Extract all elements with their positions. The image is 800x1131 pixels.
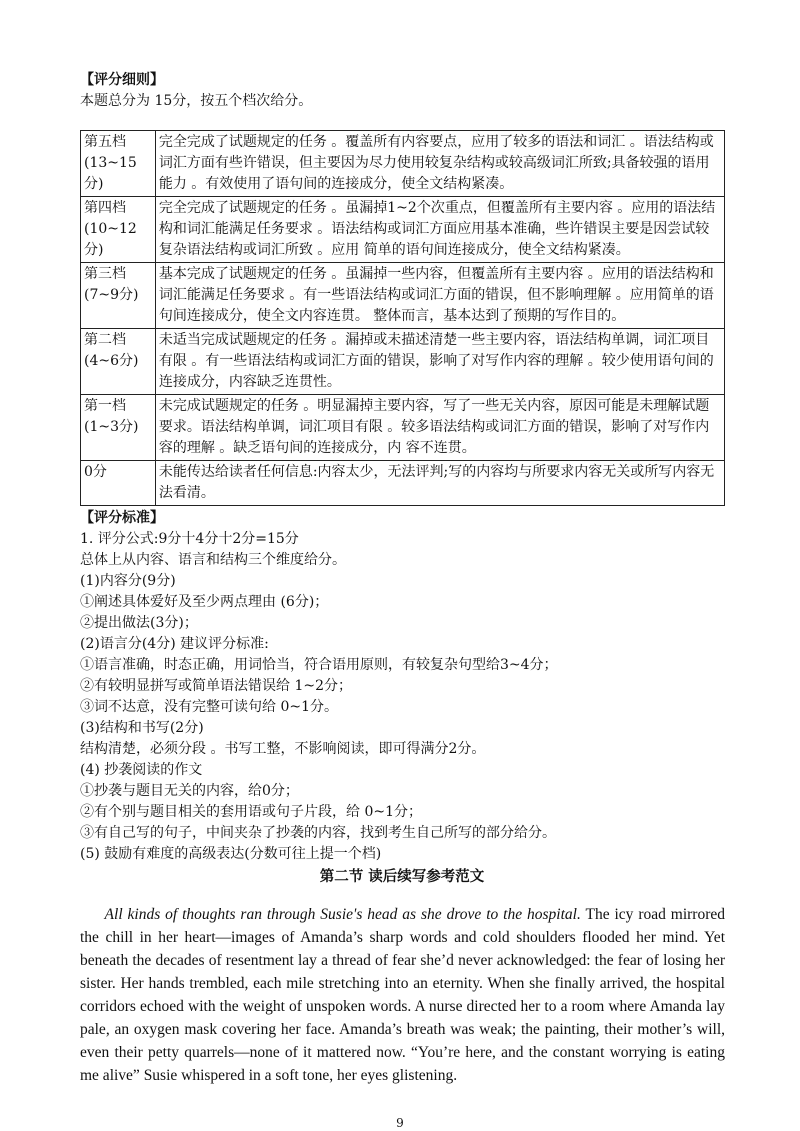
level-name: 第三档 (7~9分) (81, 263, 156, 329)
standard-line: (2)语言分(4分) 建议评分标准: (80, 636, 269, 652)
scoring-table (80, 130, 725, 506)
section-title: 第二节 读后续写参考范文 (319, 868, 485, 885)
level-description: 基本完成了试题规定的任务 。虽漏掉一些内容，但覆盖所有主要内容 。应用的语法结构和词汇能满足任务要求 。有一些语法结构或词汇方面的错误，但不影响理解 。应用简单的语句间连接成分，使全文内容连贯。 整体而言，基本达到了预期的写作目的。 (155, 263, 724, 329)
document-page (80, 70, 726, 1087)
level-name: 第四档 (10~12分) (81, 197, 156, 263)
table-row (81, 131, 725, 197)
essay-paragraph (80, 903, 725, 1087)
standard-line: ②有较明显拼写或简单语法错误给 1~2分； (80, 678, 352, 694)
standard-line: ①阐述具体爱好及至少两点理由 (6分)； (80, 594, 329, 610)
rubric-heading: 【评分细则】 (80, 72, 164, 88)
table-row (81, 395, 725, 461)
page-number: 9 (396, 1116, 404, 1130)
level-name: 第二档 (4~6分) (81, 329, 156, 395)
level-description: 完全完成了试题规定的任务 。覆盖所有内容要点，应用了较多的语法和词汇 。语法结构或词汇方面有些许错误，但主要因为尽力使用较复杂结构或较高级词汇所致;具备较强的语用能力 。有效使用了语句间的连接成分，使全文结构紧凑。 (155, 131, 724, 197)
scoring-standards (80, 508, 720, 865)
essay-opening-sentence: All kinds of thoughts ran through Susie's head as she drove to the hospital. (104, 906, 581, 923)
standard-line: (5) 鼓励有难度的高级表达(分数可往上提一个档) (80, 846, 382, 862)
table-row (81, 329, 725, 395)
rubric-intro: 本题总分为 15分，按五个档次给分。 (80, 93, 313, 109)
level-description: 未适当完成试题规定的任务 。漏掉或未描述清楚一些主要内容，语法结构单调，词汇项目有限 。有一些语法结构或词汇方面的错误，影响了对写作内容的理解 。较少使用语句间的连接成分，内容缺乏连贯性。 (155, 329, 724, 395)
standard-line: ③词不达意，没有完整可读句给 0~1分。 (80, 699, 338, 715)
standard-line: ③有自己写的句子，中间夹杂了抄袭的内容，找到考生自己所写的部分给分。 (80, 825, 556, 841)
level-name: 第五档 (13~15分) (81, 131, 156, 197)
level-name: 第一档 (1~3分) (81, 395, 156, 461)
table-row (81, 263, 725, 329)
standard-line: 总体上从内容、语言和结构三个维度给分。 (80, 552, 346, 568)
standard-line: ②提出做法(3分)； (80, 615, 198, 631)
level-name: 0分 (81, 461, 156, 506)
level-description: 未完成试题规定的任务 。明显漏掉主要内容，写了一些无关内容，原因可能是未理解试题要求。语法结构单调，词汇项目有限 。较多语法结构或词汇方面的错误，影响了对写作内容的理解 。缺乏语句间的连接成分，内 容不连贯。 (155, 395, 724, 461)
standard-line: ①抄袭与题目无关的内容，给0分； (80, 783, 299, 799)
table-row (81, 461, 725, 506)
standard-line: (3)结构和书写(2分) (80, 720, 204, 736)
standard-line: (4) 抄袭阅读的作文 (80, 762, 203, 778)
table-row (81, 197, 725, 263)
standard-line: (1)内容分(9分) (80, 573, 176, 589)
level-description: 完全完成了试题规定的任务 。虽漏掉1~2个次重点，但覆盖所有主要内容 。应用的语法结构和词汇能满足任务要求 。语法结构或词汇方面应用基本准确，些许错误主要是因尝试较复杂语法结构或词汇所致 。应用 简单的语句间连接成分，使全文结构紧凑。 (155, 197, 724, 263)
standards-heading: 【评分标准】 (80, 510, 164, 526)
standard-line: ②有个别与题目相关的套用语或句子片段，给 0~1分； (80, 804, 422, 820)
essay-body: The icy road mirrored the chill in her heart—images of Amanda’s sharp words and cold shoulders flooded her mind. Yet beneath the decades of resentment lay a thread of fear she’d never acknowledged: the fear of losing her sister. Her hands trembled, each mile stretching into an eternity. When she finally arrived, the hospital corridors echoed with the weight of unspoken words. A nurse directed her to a room where Amanda lay pale, an oxygen mask covering her face. Amanda’s breath was weak; the painting, their mother’s will, even their petty quarrels—none of it mattered now. “You’re here, and the constant worrying is eating me alive” Susie whispered in a soft tone, her eyes glistening. (80, 906, 726, 1084)
standard-line: 1. 评分公式:9分十4分十2分=15分 (80, 531, 299, 547)
standard-line: ①语言准确，时态正确，用词恰当，符合语用原则，有较复杂句型给3~4分； (80, 657, 558, 673)
level-description: 未能传达给读者任何信息:内容太少，无法评判;写的内容均与所要求内容无关或所写内容无法看清。 (155, 461, 724, 506)
standard-line: 结构清楚，必须分段 。书写工整，不影响阅读，即可得满分2分。 (80, 741, 486, 757)
